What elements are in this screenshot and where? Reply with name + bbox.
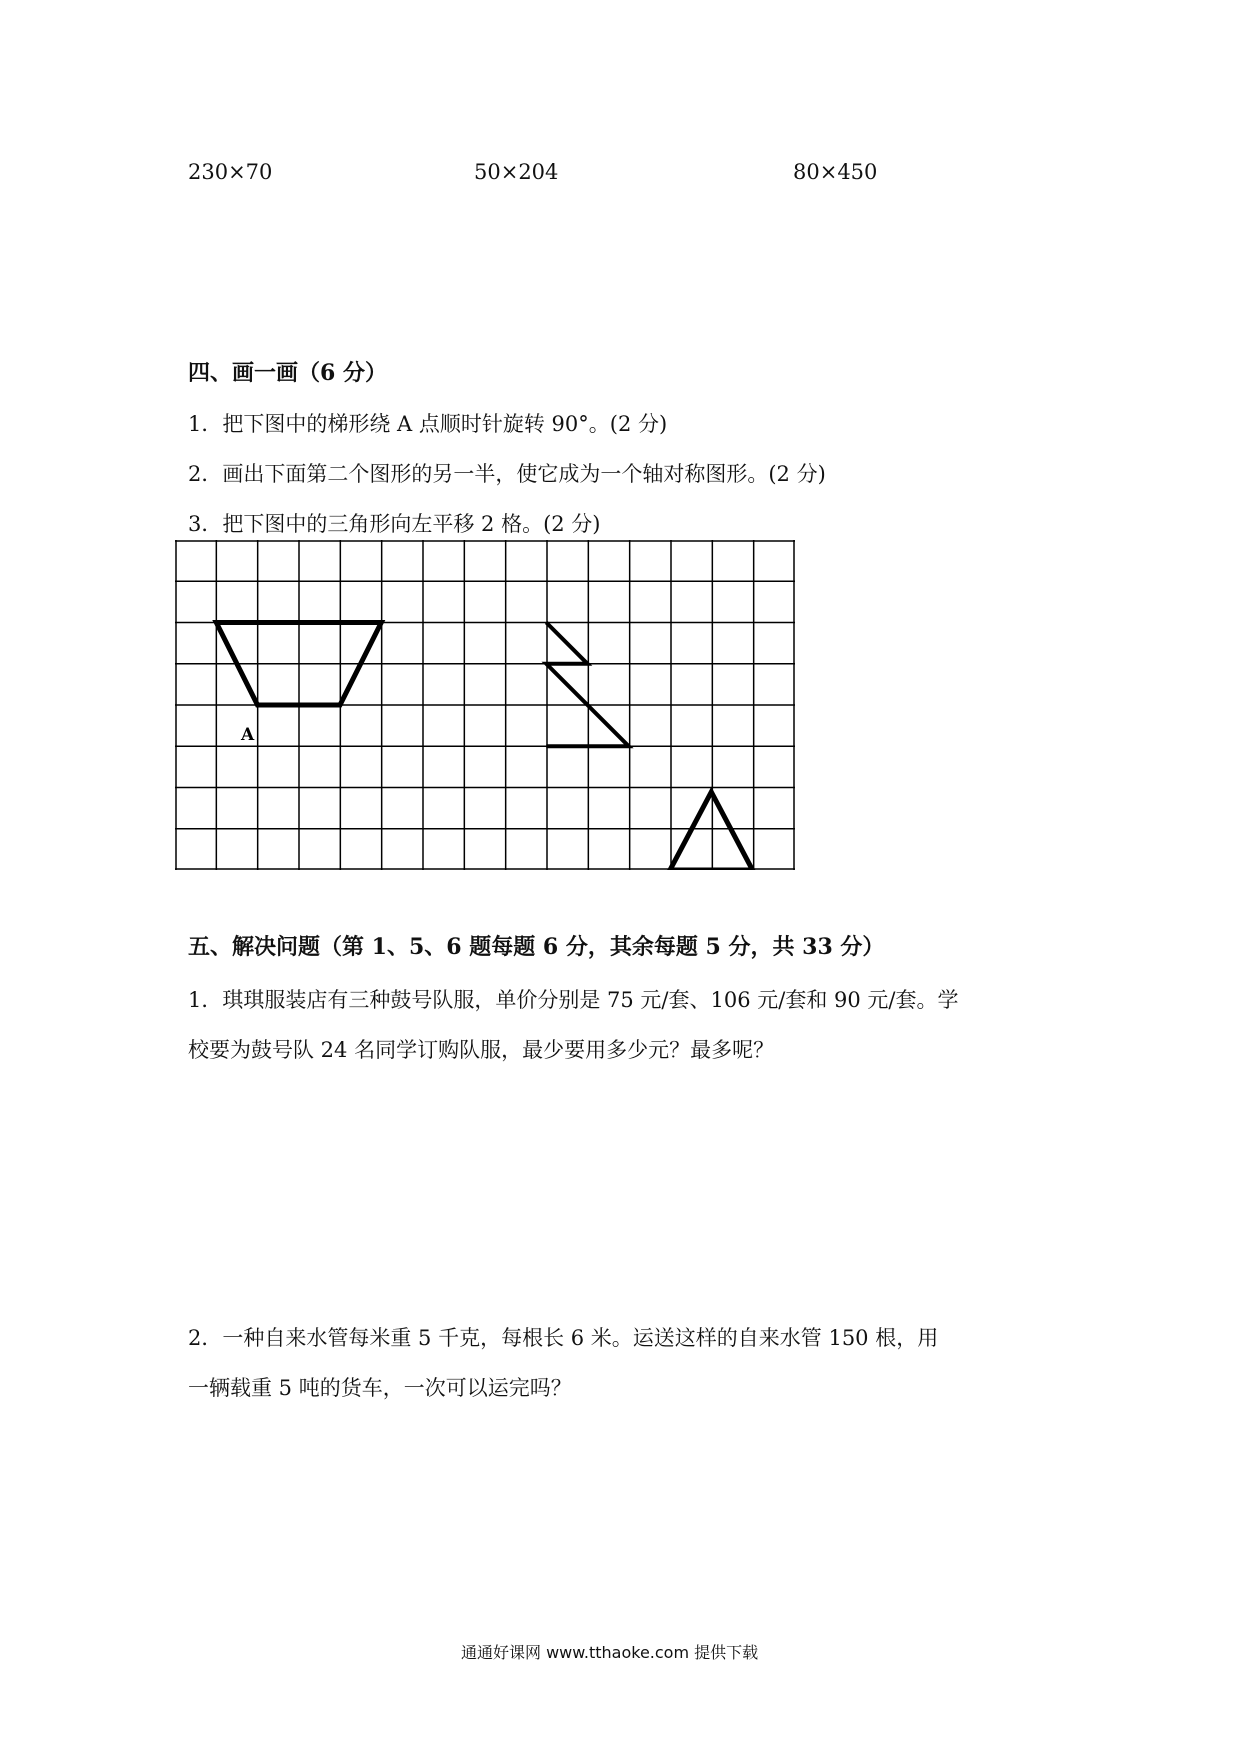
footer-source: 通通好课网 www.tthaoke.com 提供下载 — [461, 1643, 759, 1662]
calc-expression-3: 80×450 — [793, 160, 878, 184]
question-2-line-1: 2．一种自来水管每米重 5 千克，每根长 6 米。运送这样的自来水管 150 根，用 — [188, 1326, 939, 1350]
half-figure-shape — [546, 623, 629, 747]
section4-title: 四、画一画（6 分） — [188, 360, 387, 386]
calc-expression-1: 230×70 — [188, 160, 273, 184]
triangle-shape — [670, 792, 753, 870]
section4-item-2: 2．画出下面第二个图形的另一半，使它成为一个轴对称图形。(2 分) — [188, 462, 826, 486]
section4-item-1: 1．把下图中的梯形绕 A 点顺时针旋转 90°。(2 分) — [188, 412, 668, 436]
question-1-line-2: 校要为鼓号队 24 名同学订购队服，最少要用多少元？最多呢？ — [188, 1038, 775, 1062]
point-a-label: A — [241, 725, 255, 745]
drawing-grid — [175, 540, 795, 870]
section4-item-3: 3．把下图中的三角形向左平移 2 格。(2 分) — [188, 512, 601, 536]
section5-title: 五、解决问题（第 1、5、6 题每题 6 分，其余每题 5 分，共 33 分） — [188, 934, 885, 960]
question-1-line-1: 1．琪琪服装店有三种鼓号队服，单价分别是 75 元/套、106 元/套和 90 元/套。学 — [188, 988, 959, 1012]
question-2-line-2: 一辆载重 5 吨的货车，一次可以运完吗？ — [188, 1376, 572, 1400]
calc-expression-2: 50×204 — [474, 160, 559, 184]
